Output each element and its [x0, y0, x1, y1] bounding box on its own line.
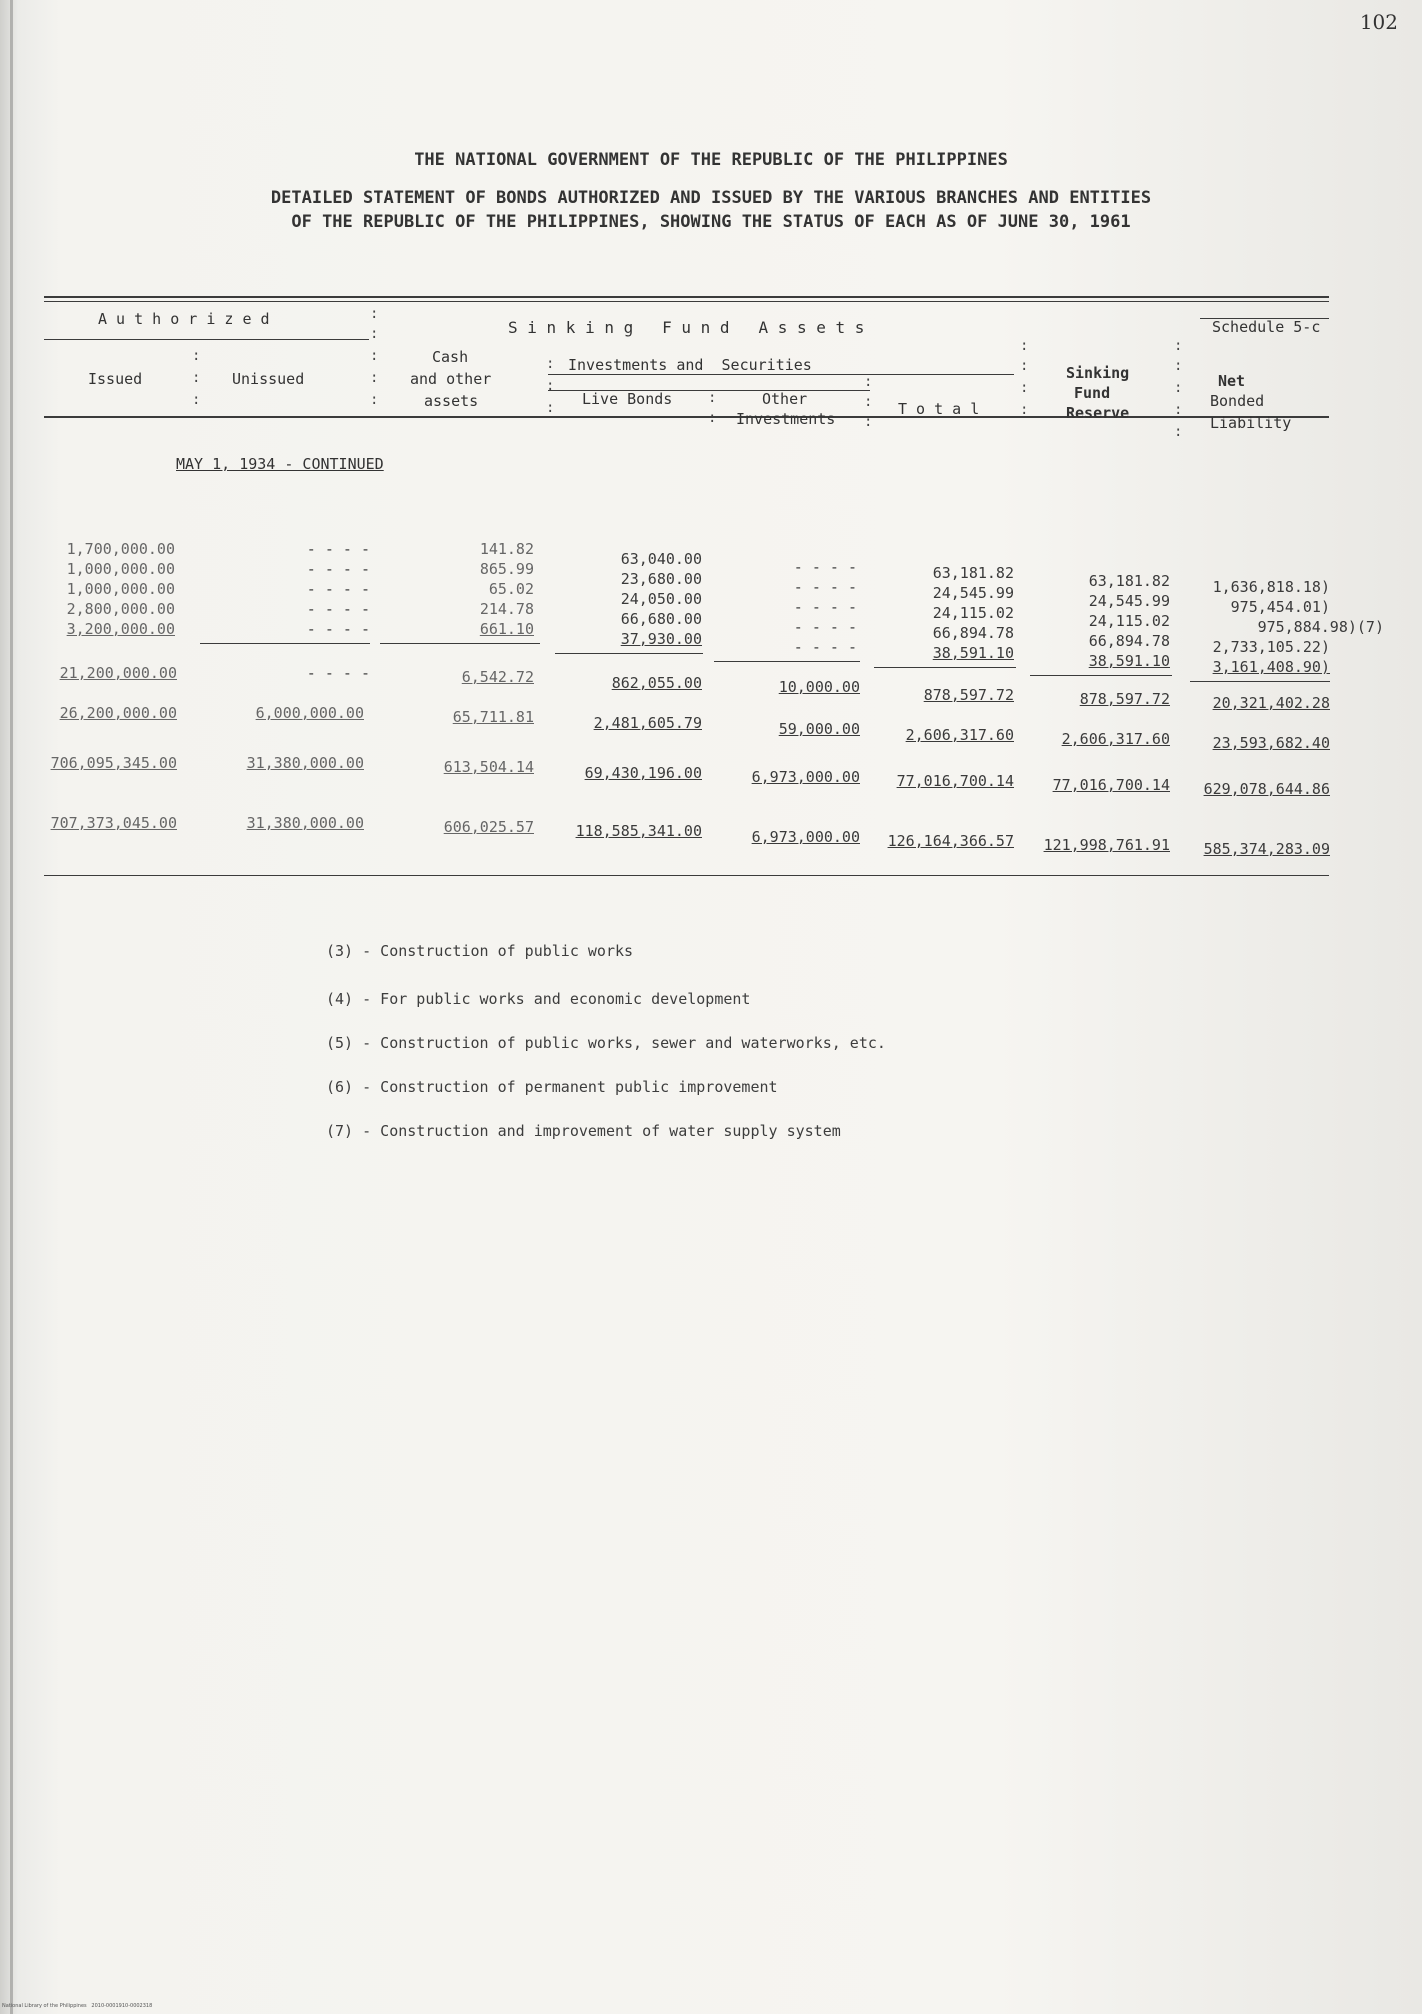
cell-cash: 65,711.81: [452, 708, 534, 726]
header-sinking-line-1: Sinking: [1066, 364, 1130, 382]
cell-cash: 6,542.72: [461, 668, 534, 686]
separator-colon: :: [1020, 380, 1029, 396]
cell-reserve: 63,181.82: [1088, 572, 1170, 590]
separator-colon: :: [864, 394, 873, 410]
separator-colon: :: [370, 306, 379, 322]
cell-live-bonds: 118,585,341.00: [575, 822, 702, 840]
cell-unissued: - - - -: [306, 560, 370, 578]
footnote-item: (4) - For public works and economic development: [326, 990, 751, 1008]
page-edge: [10, 0, 13, 2014]
cell-issued: 21,200,000.00: [59, 664, 177, 682]
cell-net: 20,321,402.28: [1212, 694, 1330, 712]
footnote-item: (5) - Construction of public works, sewer and waterworks, etc.: [326, 1034, 886, 1052]
header-sinking-line-2: Fund: [1074, 384, 1111, 402]
cell-live-bonds: 69,430,196.00: [584, 764, 702, 782]
cell-reserve: 2,606,317.60: [1061, 730, 1170, 748]
cell-live-bonds: 862,055.00: [611, 674, 702, 692]
separator-colon: :: [708, 410, 717, 426]
separator-colon: :: [1020, 358, 1029, 374]
header-other-line-2: Investments: [736, 410, 836, 428]
cell-live-bonds: 63,040.00: [620, 550, 702, 568]
cell-total: 77,016,700.14: [896, 772, 1014, 790]
cell-total: 878,597.72: [923, 686, 1014, 704]
underline: [380, 643, 540, 644]
header-sinking-line-3: Reserve: [1066, 404, 1130, 422]
separator-colon: :: [370, 348, 379, 364]
cell-cash: 661.10: [479, 620, 534, 638]
cell-unissued: - - - -: [306, 580, 370, 598]
cell-net: 2,733,105.22): [1212, 638, 1330, 656]
cell-other: - - - -: [793, 598, 857, 616]
footnote-item: (7) - Construction and improvement of water supply system: [326, 1122, 841, 1140]
separator-colon: :: [546, 378, 555, 394]
separator-colon: :: [546, 400, 555, 416]
cell-net: 975,454.01): [1230, 598, 1330, 616]
separator-colon: :: [1020, 338, 1029, 354]
underline: [200, 643, 370, 644]
header-sinking-fund-assets: S i n k i n g F u n d A s s e t s: [508, 318, 865, 337]
cell-cash: 613,504.14: [443, 758, 534, 776]
header-other-line-1: Other: [762, 390, 808, 408]
header-unissued: Unissued: [232, 370, 305, 388]
cell-unissued: - - - -: [306, 540, 370, 558]
separator-colon: :: [370, 370, 379, 386]
cell-reserve: 24,545.99: [1088, 592, 1170, 610]
cell-issued: 3,200,000.00: [66, 620, 175, 638]
cell-other: 6,973,000.00: [751, 828, 860, 846]
header-cash-line-2: and other: [410, 370, 492, 388]
cell-cash: 865.99: [479, 560, 534, 578]
cell-other: - - - -: [793, 638, 857, 656]
cell-issued: 706,095,345.00: [50, 754, 177, 772]
cell-issued: 1,700,000.00: [66, 540, 175, 558]
cell-other: - - - -: [793, 578, 857, 596]
underline: [555, 653, 703, 654]
separator-colon: :: [864, 374, 873, 390]
separator-colon: :: [1174, 424, 1183, 440]
cell-unissued: 31,380,000.00: [246, 814, 364, 832]
separator-colon: :: [1174, 380, 1183, 396]
separator-colon: :: [708, 390, 717, 406]
cell-live-bonds: 66,680.00: [620, 610, 702, 628]
cell-unissued: - - - -: [306, 600, 370, 618]
cell-unissued: - - - -: [306, 620, 370, 638]
cell-reserve: 24,115.02: [1088, 612, 1170, 630]
footnote-item: (3) - Construction of public works: [326, 942, 634, 960]
header-live-bonds: Live Bonds: [582, 390, 673, 408]
header-bottom-rule: [44, 416, 1329, 418]
header-top-rule: [44, 296, 1329, 298]
header-authorized: A u t h o r i z e d: [98, 310, 270, 328]
cell-other: 59,000.00: [778, 720, 860, 738]
cell-reserve: 38,591.10: [1088, 652, 1170, 670]
separator-colon: :: [546, 356, 555, 372]
header-issued: Issued: [88, 370, 143, 388]
cell-total: 24,545.99: [932, 584, 1014, 602]
header-cash-line-3: assets: [424, 392, 479, 410]
cell-unissued: 31,380,000.00: [246, 754, 364, 772]
footnote-item: (6) - Construction of permanent public improvement: [326, 1078, 778, 1096]
separator-colon: :: [192, 348, 201, 364]
separator-colon: :: [1020, 402, 1029, 418]
cell-cash: 141.82: [479, 540, 534, 558]
cell-live-bonds: 2,481,605.79: [593, 714, 702, 732]
separator-colon: :: [370, 392, 379, 408]
separator-colon: :: [1174, 338, 1183, 354]
header-total: T o t a l: [898, 400, 980, 418]
cell-cash: 214.78: [479, 600, 534, 618]
cell-live-bonds: 24,050.00: [620, 590, 702, 608]
cell-reserve: 878,597.72: [1079, 690, 1170, 708]
cell-total: 66,894.78: [932, 624, 1014, 642]
cell-total: 63,181.82: [932, 564, 1014, 582]
underline: [1030, 675, 1172, 676]
cell-issued: 26,200,000.00: [59, 704, 177, 722]
underline: [874, 667, 1016, 668]
cell-cash: 606,025.57: [443, 818, 534, 836]
separator-colon: :: [192, 370, 201, 386]
net-value: 975,884.98): [1257, 618, 1357, 636]
cell-total: 24,115.02: [932, 604, 1014, 622]
page-title: THE NATIONAL GOVERNMENT OF THE REPUBLIC OF THE PHILIPPINES: [414, 150, 1008, 170]
header-net-line-1: Net: [1218, 372, 1246, 390]
header-investments: Investments and Securities: [568, 356, 812, 374]
schedule-label: Schedule 5-c: [1212, 318, 1321, 336]
cell-total: 38,591.10: [932, 644, 1014, 662]
underline: [1190, 681, 1330, 682]
cell-total: 126,164,366.57: [887, 832, 1014, 850]
cell-other: 6,973,000.00: [751, 768, 860, 786]
separator-colon: :: [192, 392, 201, 408]
authorized-rule: [44, 339, 369, 340]
cell-other: - - - -: [793, 558, 857, 576]
underline: [714, 661, 860, 662]
cell-issued: 1,000,000.00: [66, 560, 175, 578]
cell-issued: 707,373,045.00: [50, 814, 177, 832]
subtitle-line-1: DETAILED STATEMENT OF BONDS AUTHORIZED AND ISSUED BY THE VARIOUS BRANCHES AND ENTITIES: [270, 188, 1152, 208]
separator-colon: :: [1174, 358, 1183, 374]
cell-reserve: 121,998,761.91: [1043, 836, 1170, 854]
subtitle-line-2: OF THE REPUBLIC OF THE PHILIPPINES, SHOWING THE STATUS OF EACH AS OF JUNE 30, 1961: [291, 212, 1131, 232]
footnote-marker: (7): [1356, 618, 1384, 636]
cell-unissued: 6,000,000.00: [255, 704, 364, 722]
cell-issued: 2,800,000.00: [66, 600, 175, 618]
archive-stamp: National Library of the Philippines 2010-0001910-0002318: [2, 2003, 153, 2009]
cell-cash: 65.02: [488, 580, 534, 598]
cell-other: 10,000.00: [778, 678, 860, 696]
cell-reserve: 66,894.78: [1088, 632, 1170, 650]
separator-colon: :: [1174, 402, 1183, 418]
header-net-line-2: Bonded: [1210, 392, 1265, 410]
cell-unissued: - - - -: [306, 664, 370, 682]
investments-rule: [548, 374, 1014, 375]
cell-live-bonds: 23,680.00: [620, 570, 702, 588]
cell-net: 23,593,682.40: [1212, 734, 1330, 752]
page-number: 102: [1359, 10, 1398, 34]
cell-other: - - - -: [793, 618, 857, 636]
header-top-rule-2: [44, 301, 1329, 302]
cell-live-bonds: 37,930.00: [620, 630, 702, 648]
header-net-line-3: Liability: [1210, 414, 1292, 432]
cell-net: [1258, 618, 1384, 636]
cell-net: 3,161,408.90): [1212, 658, 1330, 676]
table-bottom-rule: [44, 875, 1329, 876]
header-cash-line-1: Cash: [432, 348, 469, 366]
separator-colon: :: [370, 326, 379, 342]
section-title: MAY 1, 1934 - CONTINUED: [176, 455, 384, 473]
cell-reserve: 77,016,700.14: [1052, 776, 1170, 794]
cell-total: 2,606,317.60: [905, 726, 1014, 744]
cell-net: 1,636,818.18): [1212, 578, 1330, 596]
separator-colon: :: [864, 414, 873, 430]
cell-net: 585,374,283.09: [1203, 840, 1330, 858]
cell-net: 629,078,644.86: [1203, 780, 1330, 798]
cell-issued: 1,000,000.00: [66, 580, 175, 598]
